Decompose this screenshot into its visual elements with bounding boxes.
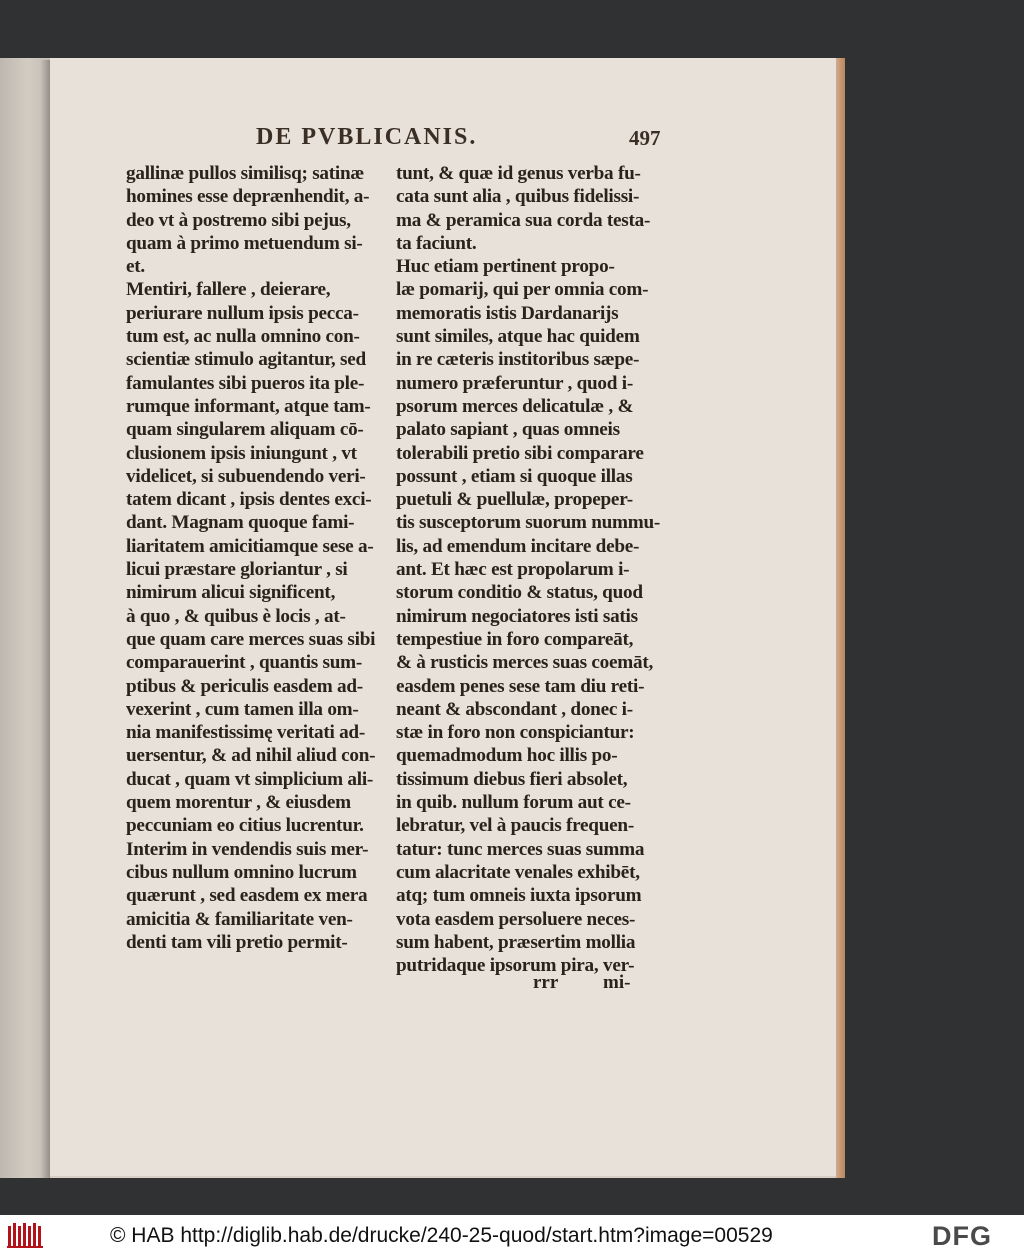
text-line: tolerabili pretio sibi comparare bbox=[396, 442, 644, 464]
text-line: scientiæ stimulo agitantur, sed bbox=[126, 349, 366, 371]
text-line: nimirum alicui significent, bbox=[126, 582, 336, 604]
text-line: quam à primo metuendum si- bbox=[126, 232, 363, 254]
text-line: liaritatem amicitiamque sese a- bbox=[126, 535, 374, 557]
copyright-url: © HAB http://diglib.hab.de/drucke/240-25-quod/start.htm?image=00529 bbox=[110, 1224, 773, 1247]
text-line: sunt similes, atque hac quidem bbox=[396, 326, 640, 348]
text-line: cum alacritate venales exhibēt, bbox=[396, 861, 640, 883]
right-text-column bbox=[396, 162, 661, 977]
text-line: puetuli & puellulæ, propeper- bbox=[396, 489, 633, 511]
text-line: peccuniam eo citius lucrentur. bbox=[126, 815, 364, 837]
text-line: storum conditio & status, quod bbox=[396, 582, 643, 604]
text-line: numero præferuntur , quod i- bbox=[396, 372, 633, 394]
text-line: comparauerint , quantis sum- bbox=[126, 652, 363, 674]
text-line: tum est, ac nulla omnino con- bbox=[126, 326, 360, 348]
hab-logo-icon bbox=[5, 1220, 47, 1250]
page-number: 497 bbox=[629, 126, 661, 150]
running-title: DE PVBLICANIS. bbox=[256, 124, 478, 150]
text-line: rumque informant, atque tam- bbox=[126, 395, 371, 417]
text-line: deo vt à postremo sibi pejus, bbox=[126, 209, 351, 231]
text-line: à quo , & quibus è locis , at- bbox=[126, 605, 346, 627]
text-line: amicitia & familiaritate ven- bbox=[126, 908, 353, 930]
text-line: famulantes sibi pueros ita ple- bbox=[126, 372, 365, 394]
text-line: clusionem ipsis iniungunt , vt bbox=[126, 442, 357, 464]
text-line: ta faciunt. bbox=[396, 232, 477, 254]
text-line: cibus nullum omnino lucrum bbox=[126, 861, 357, 883]
left-text-column bbox=[126, 162, 394, 954]
signature-mark: rrr bbox=[533, 972, 559, 993]
footer-bar bbox=[0, 1215, 1024, 1255]
text-line: lis, ad emendum incitare debe- bbox=[396, 535, 640, 557]
text-line: læ pomarij, qui per omnia com- bbox=[396, 279, 649, 301]
text-line: nia manifestissimę veritati ad- bbox=[126, 722, 365, 744]
text-line: videlicet, si subuendendo veri- bbox=[126, 465, 366, 487]
text-line: tempestiue in foro compareāt, bbox=[396, 628, 634, 650]
text-line: denti tam vili pretio permit- bbox=[126, 931, 348, 953]
text-line: neant & abscondant , donec i- bbox=[396, 698, 633, 720]
text-line: quærunt , sed easdem ex mera bbox=[126, 885, 368, 907]
text-line: licui præstare gloriantur , si bbox=[126, 559, 348, 581]
catchword: mi- bbox=[603, 972, 631, 993]
text-line: dant. Magnam quoque fami- bbox=[126, 512, 355, 534]
running-head bbox=[256, 124, 676, 160]
page-edge bbox=[836, 58, 845, 1178]
text-line: tis susceptorum suorum nummu- bbox=[396, 512, 661, 534]
text-line: vexerint , cum tamen illa om- bbox=[126, 698, 359, 720]
text-line: que quam care merces suas sibi bbox=[126, 628, 376, 650]
text-line: quem morentur , & eiusdem bbox=[126, 792, 351, 814]
text-line: atq; tum omneis iuxta ipsorum bbox=[396, 885, 642, 907]
text-line: Interim in vendendis suis mer- bbox=[126, 838, 369, 860]
text-line: ptibus & periculis easdem ad- bbox=[126, 675, 363, 697]
text-line: putridaque ipsorum pira, ver- bbox=[396, 955, 635, 977]
text-line: tatem dicant , ipsis dentes exci- bbox=[126, 489, 372, 511]
text-line: quemadmodum hoc illis po- bbox=[396, 745, 618, 767]
text-line: uersentur, & ad nihil aliud con- bbox=[126, 745, 376, 767]
text-line: Huc etiam pertinent propo- bbox=[396, 256, 615, 278]
text-line: stæ in foro non conspiciantur: bbox=[396, 722, 635, 744]
text-line: Mentiri, fallere , deierare, bbox=[126, 279, 331, 301]
text-line: tatur: tunc merces suas summa bbox=[396, 838, 645, 860]
text-line: quam singularem aliquam cō- bbox=[126, 419, 364, 441]
text-line: tunt, & quæ id genus verba fu- bbox=[396, 163, 641, 184]
text-line: possunt , etiam si quoque illas bbox=[396, 465, 633, 487]
text-line: vota easdem persoluere neces- bbox=[396, 908, 636, 930]
text-line: easdem penes sese tam diu reti- bbox=[396, 675, 645, 697]
text-line: sum habent, præsertim mollia bbox=[396, 931, 636, 953]
text-line: ant. Et hæc est propolarum i- bbox=[396, 559, 630, 581]
text-line: tissimum diebus fieri absolet, bbox=[396, 768, 628, 790]
text-line: psorum merces delicatulæ , & bbox=[396, 395, 634, 417]
text-line: gallinæ pullos similisq; satinæ bbox=[126, 163, 365, 184]
text-line: in re cæteris institoribus sæpe- bbox=[396, 349, 640, 371]
text-line: in quib. nullum forum aut ce- bbox=[396, 792, 631, 814]
text-line: palato sapiant , quas omneis bbox=[396, 419, 620, 441]
text-line: ma & peramica sua corda testa- bbox=[396, 209, 651, 231]
text-line: homines esse deprænhendit, a- bbox=[126, 186, 370, 208]
text-line: & à rusticis merces suas coemāt, bbox=[396, 652, 654, 674]
text-line: lebratur, vel à paucis frequen- bbox=[396, 815, 634, 837]
text-line: periurare nullum ipsis pecca- bbox=[126, 302, 359, 324]
text-line: nimirum negociatores isti satis bbox=[396, 605, 638, 627]
text-line: et. bbox=[126, 256, 145, 278]
text-line: memoratis istis Dardanarijs bbox=[396, 302, 619, 324]
text-line: ducat , quam vt simplicium ali- bbox=[126, 768, 374, 790]
dfg-logo: DFG bbox=[932, 1221, 992, 1251]
text-line: cata sunt alia , quibus fidelissi- bbox=[396, 186, 640, 208]
